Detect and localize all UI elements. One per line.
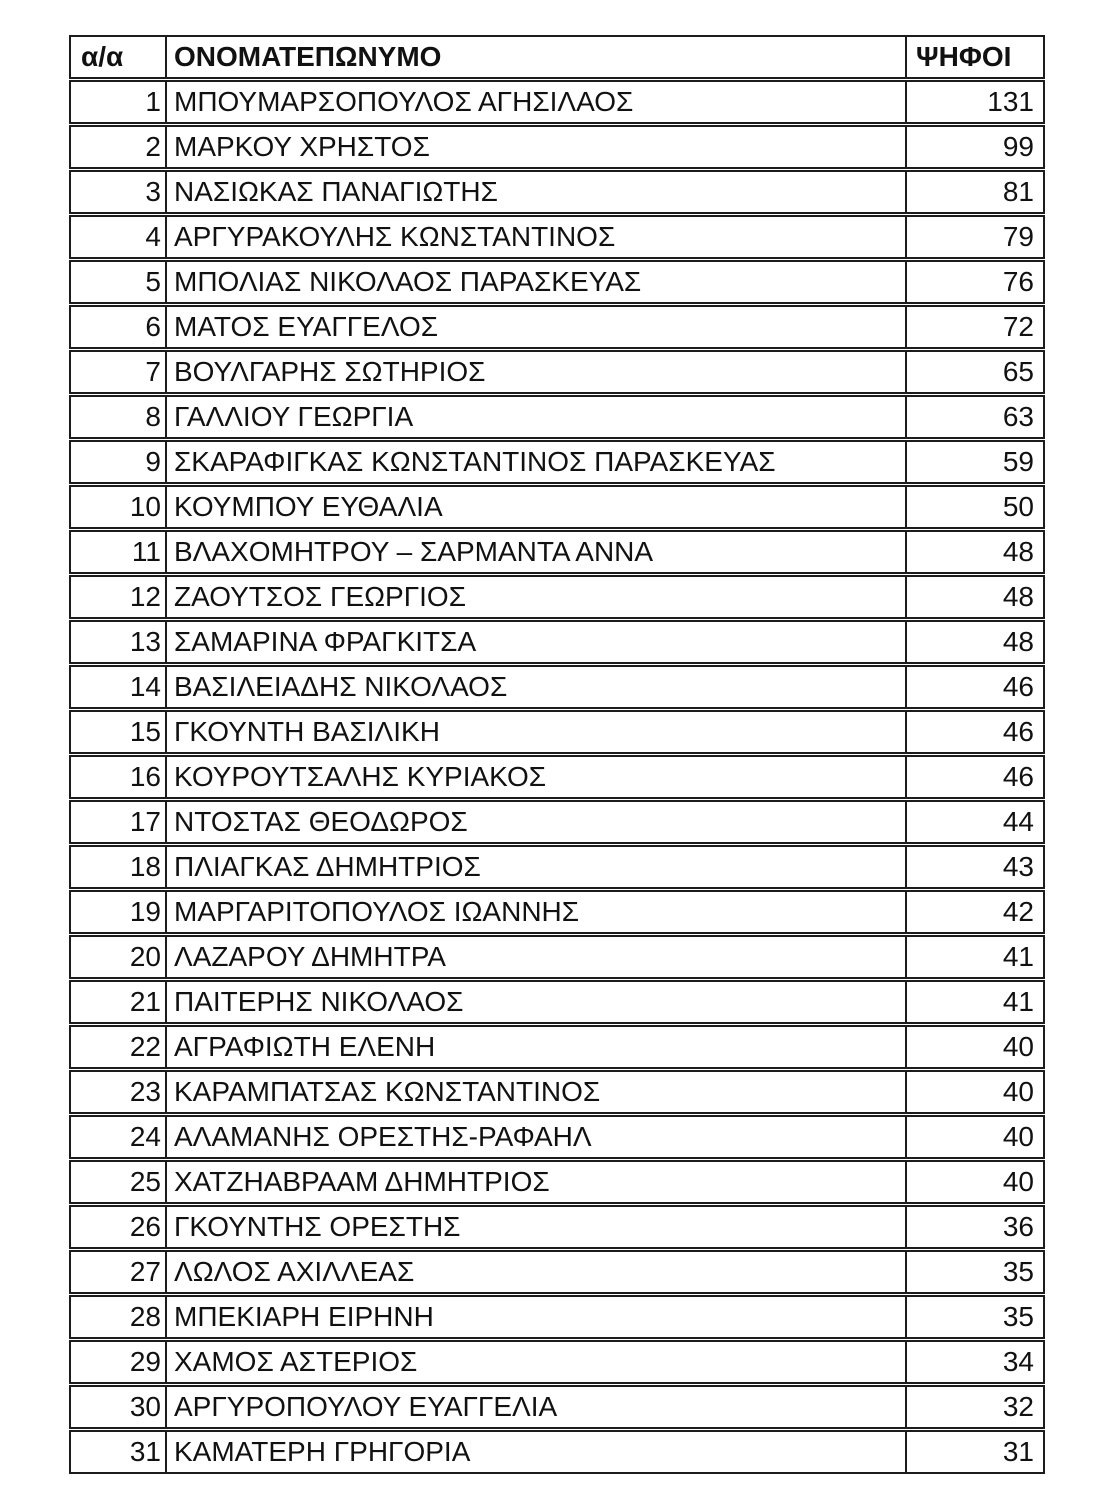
cell-index: 29: [69, 1340, 165, 1384]
table-row: [69, 935, 1045, 979]
cell-index: 3: [69, 170, 165, 214]
table-row: [69, 125, 1045, 169]
cell-name: ΚΑΜΑΤΕΡΗ ΓΡΗΓΟΡΙΑ: [165, 1430, 905, 1474]
cell-votes: 79: [905, 215, 1045, 259]
cell-votes: 76: [905, 260, 1045, 304]
cell-index: 22: [69, 1025, 165, 1069]
cell-index: 13: [69, 620, 165, 664]
table-row: [69, 1025, 1045, 1069]
cell-index: 18: [69, 845, 165, 889]
table-row: [69, 260, 1045, 304]
cell-votes: 46: [905, 710, 1045, 754]
cell-name: ΒΟΥΛΓΑΡΗΣ ΣΩΤΗΡΙΟΣ: [165, 350, 905, 394]
cell-votes: 63: [905, 395, 1045, 439]
cell-votes: 40: [905, 1070, 1045, 1114]
cell-name: ΧΑΤΖΗΑΒΡΑΑΜ ΔΗΜΗΤΡΙΟΣ: [165, 1160, 905, 1204]
cell-name: ΜΠΟΛΙΑΣ ΝΙΚΟΛΑΟΣ ΠΑΡΑΣΚΕΥΑΣ: [165, 260, 905, 304]
table-row: [69, 350, 1045, 394]
cell-name: ΑΛΑΜΑΝΗΣ ΟΡΕΣΤΗΣ-ΡΑΦΑΗΛ: [165, 1115, 905, 1159]
cell-index: 19: [69, 890, 165, 934]
cell-votes: 81: [905, 170, 1045, 214]
cell-votes: 34: [905, 1340, 1045, 1384]
table-row: [69, 1295, 1045, 1339]
cell-votes: 43: [905, 845, 1045, 889]
cell-votes: 72: [905, 305, 1045, 349]
cell-name: ΑΡΓΥΡΟΠΟΥΛΟΥ ΕΥΑΓΓΕΛΙΑ: [165, 1385, 905, 1429]
cell-index: 21: [69, 980, 165, 1024]
cell-index: 20: [69, 935, 165, 979]
table-row: [69, 305, 1045, 349]
cell-index: 8: [69, 395, 165, 439]
cell-name: ΓΚΟΥΝΤΗΣ ΟΡΕΣΤΗΣ: [165, 1205, 905, 1249]
cell-index: 27: [69, 1250, 165, 1294]
cell-name: ΜΑΡΓΑΡΙΤΟΠΟΥΛΟΣ ΙΩΑΝΝΗΣ: [165, 890, 905, 934]
cell-name: ΓΑΛΛΙΟΥ ΓΕΩΡΓΙΑ: [165, 395, 905, 439]
results-table: [69, 34, 1045, 1475]
cell-votes: 59: [905, 440, 1045, 484]
cell-index: 4: [69, 215, 165, 259]
cell-index: 24: [69, 1115, 165, 1159]
cell-votes: 35: [905, 1250, 1045, 1294]
cell-index: 11: [69, 530, 165, 574]
cell-name: ΒΛΑΧΟΜΗΤΡΟΥ – ΣΑΡΜΑΝΤΑ ΑΝΝΑ: [165, 530, 905, 574]
cell-votes: 44: [905, 800, 1045, 844]
cell-votes: 65: [905, 350, 1045, 394]
cell-votes: 131: [905, 80, 1045, 124]
cell-name: ΓΚΟΥΝΤΗ ΒΑΣΙΛΙΚΗ: [165, 710, 905, 754]
cell-index: 2: [69, 125, 165, 169]
cell-name: ΣΑΜΑΡΙΝΑ ΦΡΑΓΚΙΤΣΑ: [165, 620, 905, 664]
cell-index: 31: [69, 1430, 165, 1474]
table-row: [69, 1205, 1045, 1249]
cell-votes: 48: [905, 575, 1045, 619]
cell-name: ΜΑΤΟΣ ΕΥΑΓΓΕΛΟΣ: [165, 305, 905, 349]
table-row: [69, 215, 1045, 259]
cell-name: ΚΑΡΑΜΠΑΤΣΑΣ ΚΩΝΣΤΑΝΤΙΝΟΣ: [165, 1070, 905, 1114]
table-row: [69, 755, 1045, 799]
cell-index: 26: [69, 1205, 165, 1249]
cell-index: 25: [69, 1160, 165, 1204]
cell-votes: 36: [905, 1205, 1045, 1249]
table-row: [69, 890, 1045, 934]
cell-votes: 40: [905, 1025, 1045, 1069]
table-row: [69, 1430, 1045, 1474]
header-index: α/α: [69, 35, 165, 79]
cell-name: ΖΑΟΥΤΣΟΣ ΓΕΩΡΓΙΟΣ: [165, 575, 905, 619]
cell-name: ΠΛΙΑΓΚΑΣ ΔΗΜΗΤΡΙΟΣ: [165, 845, 905, 889]
cell-votes: 48: [905, 620, 1045, 664]
cell-name: ΑΓΡΑΦΙΩΤΗ ΕΛΕΝΗ: [165, 1025, 905, 1069]
table-row: [69, 845, 1045, 889]
cell-index: 23: [69, 1070, 165, 1114]
cell-name: ΜΑΡΚΟΥ ΧΡΗΣΤΟΣ: [165, 125, 905, 169]
cell-name: ΧΑΜΟΣ ΑΣΤΕΡΙΟΣ: [165, 1340, 905, 1384]
cell-votes: 99: [905, 125, 1045, 169]
cell-index: 9: [69, 440, 165, 484]
table-row: [69, 1250, 1045, 1294]
cell-index: 16: [69, 755, 165, 799]
cell-index: 1: [69, 80, 165, 124]
header-name: ΟΝΟΜΑΤΕΠΩΝΥΜΟ: [165, 35, 905, 79]
header-votes: ΨΗΦΟΙ: [905, 35, 1045, 79]
table-row: [69, 620, 1045, 664]
cell-index: 12: [69, 575, 165, 619]
cell-name: ΣΚΑΡΑΦΙΓΚΑΣ ΚΩΝΣΤΑΝΤΙΝΟΣ ΠΑΡΑΣΚΕΥΑΣ: [165, 440, 905, 484]
table-body: [69, 80, 1045, 1474]
table-row: [69, 170, 1045, 214]
cell-name: ΚΟΥΡΟΥΤΣΑΛΗΣ ΚΥΡΙΑΚΟΣ: [165, 755, 905, 799]
cell-name: ΜΠΕΚΙΑΡΗ ΕΙΡΗΝΗ: [165, 1295, 905, 1339]
cell-votes: 40: [905, 1160, 1045, 1204]
cell-votes: 42: [905, 890, 1045, 934]
cell-name: ΜΠΟΥΜΑΡΣΟΠΟΥΛΟΣ ΑΓΗΣΙΛΑΟΣ: [165, 80, 905, 124]
cell-votes: 50: [905, 485, 1045, 529]
cell-index: 6: [69, 305, 165, 349]
table-row: [69, 1385, 1045, 1429]
table-row: [69, 665, 1045, 709]
table-row: [69, 1160, 1045, 1204]
cell-votes: 32: [905, 1385, 1045, 1429]
cell-votes: 41: [905, 935, 1045, 979]
cell-index: 10: [69, 485, 165, 529]
table-row: [69, 1340, 1045, 1384]
table-row: [69, 1115, 1045, 1159]
cell-name: ΛΩΛΟΣ ΑΧΙΛΛΕΑΣ: [165, 1250, 905, 1294]
table-row: [69, 80, 1045, 124]
cell-votes: 40: [905, 1115, 1045, 1159]
cell-votes: 48: [905, 530, 1045, 574]
table-row: [69, 485, 1045, 529]
cell-name: ΑΡΓΥΡΑΚΟΥΛΗΣ ΚΩΝΣΤΑΝΤΙΝΟΣ: [165, 215, 905, 259]
cell-votes: 46: [905, 755, 1045, 799]
cell-index: 30: [69, 1385, 165, 1429]
cell-name: ΛΑΖΑΡΟΥ ΔΗΜΗΤΡΑ: [165, 935, 905, 979]
cell-name: ΝΑΣΙΩΚΑΣ ΠΑΝΑΓΙΩΤΗΣ: [165, 170, 905, 214]
table-row: [69, 440, 1045, 484]
cell-votes: 41: [905, 980, 1045, 1024]
cell-index: 5: [69, 260, 165, 304]
cell-index: 17: [69, 800, 165, 844]
table-row: [69, 710, 1045, 754]
header-row: [69, 35, 1045, 79]
cell-index: 28: [69, 1295, 165, 1339]
cell-index: 7: [69, 350, 165, 394]
cell-name: ΠΑΙΤΕΡΗΣ ΝΙΚΟΛΑΟΣ: [165, 980, 905, 1024]
cell-votes: 46: [905, 665, 1045, 709]
cell-name: ΚΟΥΜΠΟΥ ΕΥΘΑΛΙΑ: [165, 485, 905, 529]
cell-votes: 35: [905, 1295, 1045, 1339]
table-row: [69, 1070, 1045, 1114]
cell-name: ΝΤΟΣΤΑΣ ΘΕΟΔΩΡΟΣ: [165, 800, 905, 844]
table-row: [69, 530, 1045, 574]
cell-index: 15: [69, 710, 165, 754]
table-row: [69, 395, 1045, 439]
cell-index: 14: [69, 665, 165, 709]
cell-name: ΒΑΣΙΛΕΙΑΔΗΣ ΝΙΚΟΛΑΟΣ: [165, 665, 905, 709]
cell-votes: 31: [905, 1430, 1045, 1474]
table-row: [69, 800, 1045, 844]
table-row: [69, 980, 1045, 1024]
table-row: [69, 575, 1045, 619]
